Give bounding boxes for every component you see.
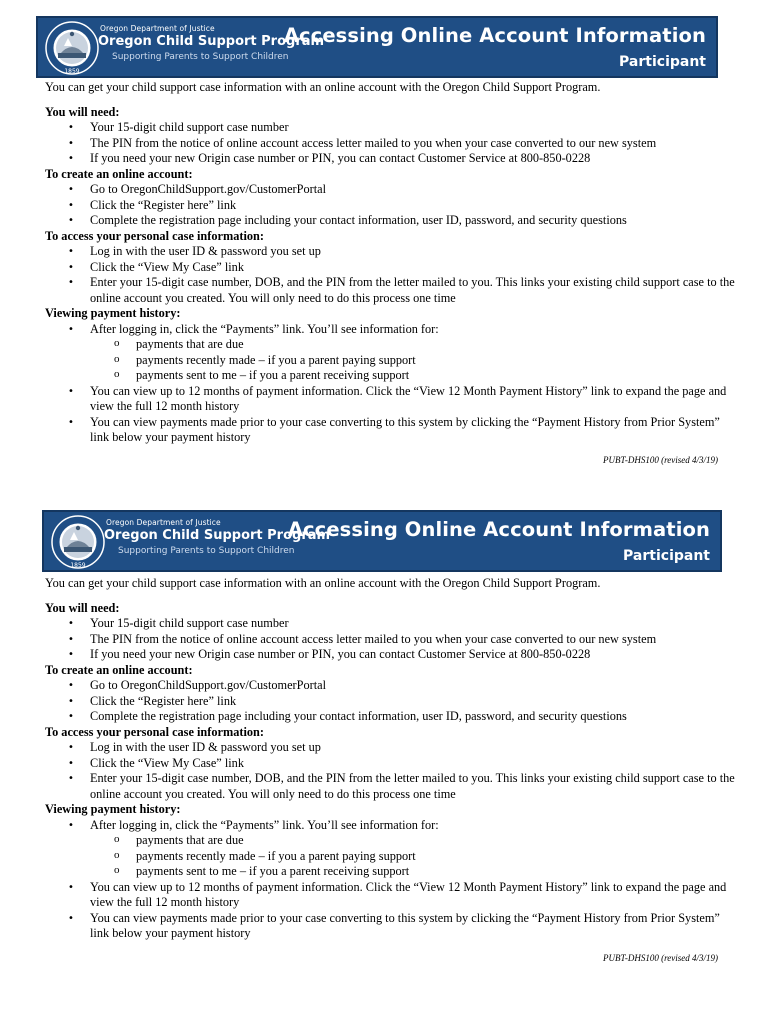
publication-code: PUBT-DHS100 (revised 4/3/19) xyxy=(603,455,718,465)
section-heading-create: To create an online account: xyxy=(45,662,193,677)
program-tagline: Supporting Parents to Support Children xyxy=(112,52,289,62)
list-item-text: After logging in, click the “Payments” link. You’ll see information for: xyxy=(90,817,439,832)
department-name: Oregon Department of Justice xyxy=(100,24,215,33)
payments-sublist xyxy=(90,337,735,384)
list-item-text: After logging in, click the “Payments” link. You’ll see information for: xyxy=(90,321,439,336)
access-list xyxy=(45,740,735,802)
section-heading-need: You will need: xyxy=(45,104,120,119)
list-item: • Log in with the user ID & password you set up xyxy=(45,244,735,260)
intro-text: You can get your child support case information with an online account with the Oregon Child Support Program. xyxy=(45,80,601,94)
list-item: • The PIN from the notice of online account access letter mailed to you when your case converted to our new system xyxy=(45,632,735,648)
create-list xyxy=(45,678,735,725)
section-heading-access: To access your personal case information: xyxy=(45,724,264,739)
list-item: • Click the “Register here” link xyxy=(45,694,735,710)
document-subtitle: Participant xyxy=(619,54,706,70)
list-item: • Enter your 15-digit case number, DOB, and the PIN from the letter mailed to you. This links your existing child support case to the online account you created. You will only need to do this process one time xyxy=(45,275,735,306)
need-list xyxy=(45,120,735,167)
svg-text:1859: 1859 xyxy=(64,68,80,75)
oregon-seal-icon xyxy=(50,514,106,570)
payments-sublist xyxy=(90,833,735,880)
list-item: • If you need your new Origin case number or PIN, you can contact Customer Service at 800-850-0228 xyxy=(45,151,735,167)
section-heading-access: To access your personal case information: xyxy=(45,228,264,243)
intro-text: You can get your child support case information with an online account with the Oregon Child Support Program. xyxy=(45,576,601,590)
sub-list-item: o payments recently made – if you a parent paying support xyxy=(90,353,735,369)
list-item: • Your 15-digit child support case number xyxy=(45,120,735,136)
list-item: • Complete the registration page including your contact information, user ID, password, and security questions xyxy=(45,709,735,725)
payments-list xyxy=(45,818,735,942)
list-item: • Enter your 15-digit case number, DOB, and the PIN from the letter mailed to you. This links your existing child support case to the online account you created. You will only need to do this process one time xyxy=(45,771,735,802)
department-name: Oregon Department of Justice xyxy=(106,518,221,527)
document-subtitle: Participant xyxy=(623,548,710,564)
list-item: • Click the “Register here” link xyxy=(45,198,735,214)
oregon-seal-icon xyxy=(44,20,100,76)
list-item: • The PIN from the notice of online account access letter mailed to you when your case converted to our new system xyxy=(45,136,735,152)
program-name: Oregon Child Support Program xyxy=(98,34,325,49)
sub-list-item: o payments that are due xyxy=(90,833,735,849)
header-banner xyxy=(36,16,718,78)
list-item: • Complete the registration page including your contact information, user ID, password, and security questions xyxy=(45,213,735,229)
list-item: • Click the “View My Case” link xyxy=(45,756,735,772)
section-heading-create: To create an online account: xyxy=(45,166,193,181)
list-item: • Log in with the user ID & password you set up xyxy=(45,740,735,756)
section-heading-payments: Viewing payment history: xyxy=(45,306,181,320)
document-body xyxy=(45,80,735,446)
sub-list-item: o payments that are due xyxy=(90,337,735,353)
create-list xyxy=(45,182,735,229)
section-heading-payments: Viewing payment history: xyxy=(45,802,181,816)
list-item xyxy=(45,322,735,384)
list-item: • Your 15-digit child support case number xyxy=(45,616,735,632)
need-list xyxy=(45,616,735,663)
sub-list-item: o payments sent to me – if you a parent receiving support xyxy=(90,368,735,384)
publication-code: PUBT-DHS100 (revised 4/3/19) xyxy=(603,953,718,963)
document-body xyxy=(45,576,735,942)
svg-text:1859: 1859 xyxy=(70,562,86,569)
program-name: Oregon Child Support Program xyxy=(104,528,331,543)
list-item: • Go to OregonChildSupport.gov/CustomerPortal xyxy=(45,678,735,694)
sub-list-item: o payments recently made – if you a parent paying support xyxy=(90,849,735,865)
list-item: • Click the “View My Case” link xyxy=(45,260,735,276)
list-item: • Go to OregonChildSupport.gov/CustomerPortal xyxy=(45,182,735,198)
sub-list-item: o payments sent to me – if you a parent receiving support xyxy=(90,864,735,880)
list-item: • You can view up to 12 months of payment information. Click the “View 12 Month Payment History” link to expand the page and view the full 12 month history xyxy=(45,880,735,911)
access-list xyxy=(45,244,735,306)
document-title: Accessing Online Account Information xyxy=(287,518,710,541)
payments-list xyxy=(45,322,735,446)
document-title: Accessing Online Account Information xyxy=(283,24,706,47)
list-item: • You can view payments made prior to your case converting to this system by clicking the “Payment History from Prior System” link below your payment history xyxy=(45,415,735,446)
header-banner xyxy=(42,510,722,572)
list-item: • You can view up to 12 months of payment information. Click the “View 12 Month Payment History” link to expand the page and view the full 12 month history xyxy=(45,384,735,415)
list-item: • You can view payments made prior to your case converting to this system by clicking the “Payment History from Prior System” link below your payment history xyxy=(45,911,735,942)
list-item xyxy=(45,818,735,880)
list-item: • If you need your new Origin case number or PIN, you can contact Customer Service at 800-850-0228 xyxy=(45,647,735,663)
section-heading-need: You will need: xyxy=(45,600,120,615)
program-tagline: Supporting Parents to Support Children xyxy=(118,546,295,556)
